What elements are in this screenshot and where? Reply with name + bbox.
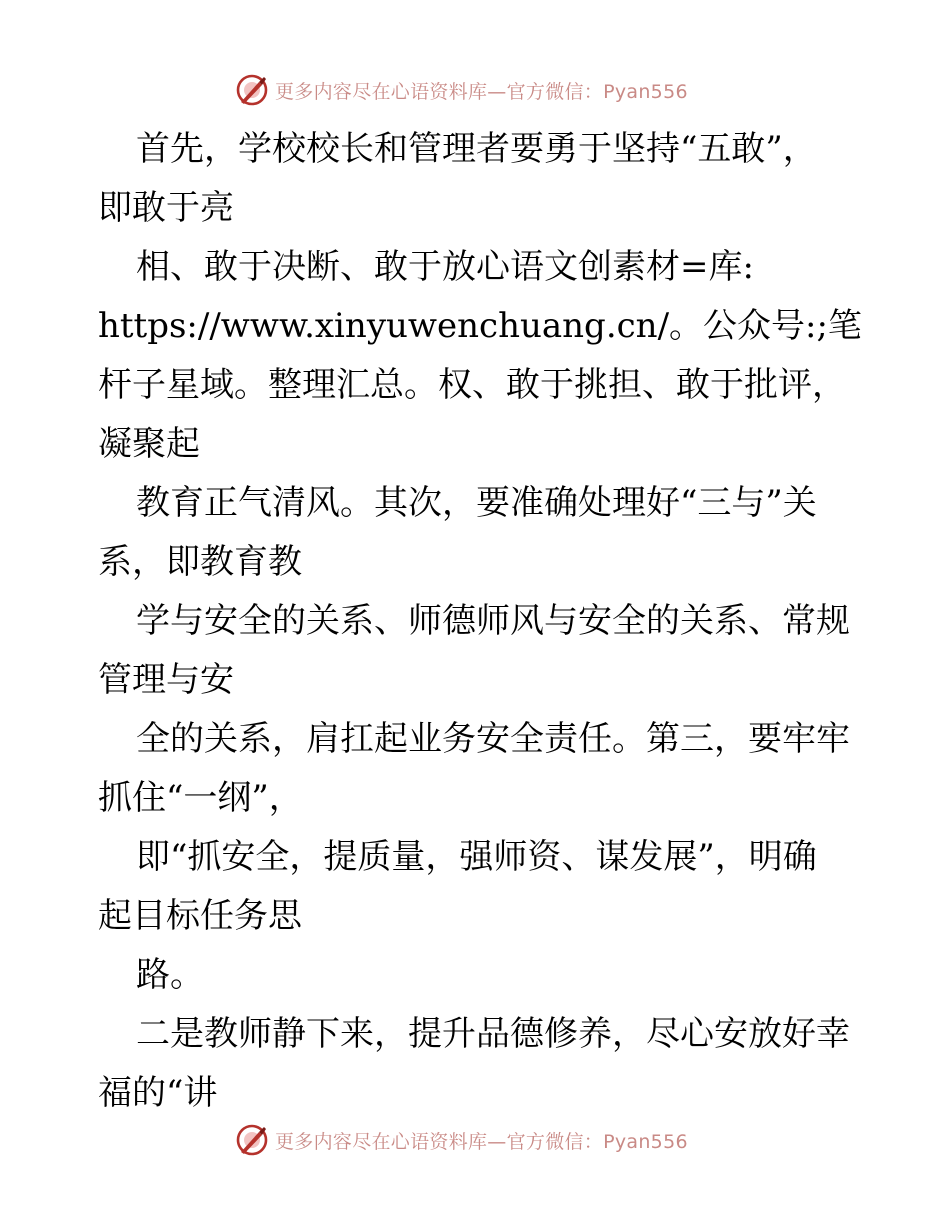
text-line: 系，即教育教	[98, 542, 302, 582]
text-line: 起目标任务思	[98, 896, 302, 936]
text-line: 二是教师静下来，提升品德修养，尽心安放好幸	[136, 1014, 850, 1054]
header-banner-text: 更多内容尽在心语资料库—官方微信：Pyan556	[275, 80, 688, 103]
text-line: 相、敢于决断、敢于放心语文创素材=库:	[136, 247, 754, 287]
text-line: 杆子星域。整理汇总。权、敢于挑担、敢于批评，	[98, 365, 846, 405]
footer-watermark-banner	[235, 1120, 688, 1160]
text-line: 路。	[136, 955, 204, 995]
text-line: 即敢于亮	[98, 188, 234, 228]
text-line: 福的“讲	[98, 1073, 218, 1113]
text-line: 凝聚起	[98, 424, 200, 464]
pen-logo-icon	[235, 1123, 269, 1157]
text-line: https://www.xinyuwenchuang.cn/。公众号:;笔	[98, 306, 862, 346]
footer-banner-text: 更多内容尽在心语资料库—官方微信：Pyan556	[275, 1130, 688, 1153]
text-line: 管理与安	[98, 660, 234, 700]
text-line: 抓住“一纲”，	[98, 778, 303, 818]
document-body	[98, 120, 862, 1123]
text-line: 教育正气清风。其次，要准确处理好“三与”关	[136, 483, 817, 523]
header-watermark-banner	[235, 70, 688, 110]
pen-logo-icon	[235, 73, 269, 107]
text-line: 全的关系，肩扛起业务安全责任。第三，要牢牢	[136, 719, 850, 759]
text-line: 学与安全的关系、师德师风与安全的关系、常规	[136, 601, 850, 641]
text-line: 即“抓安全，提质量，强师资、谋发展”，明确	[136, 837, 817, 877]
text-line: 首先，学校校长和管理者要勇于坚持“五敢”，	[136, 129, 817, 169]
